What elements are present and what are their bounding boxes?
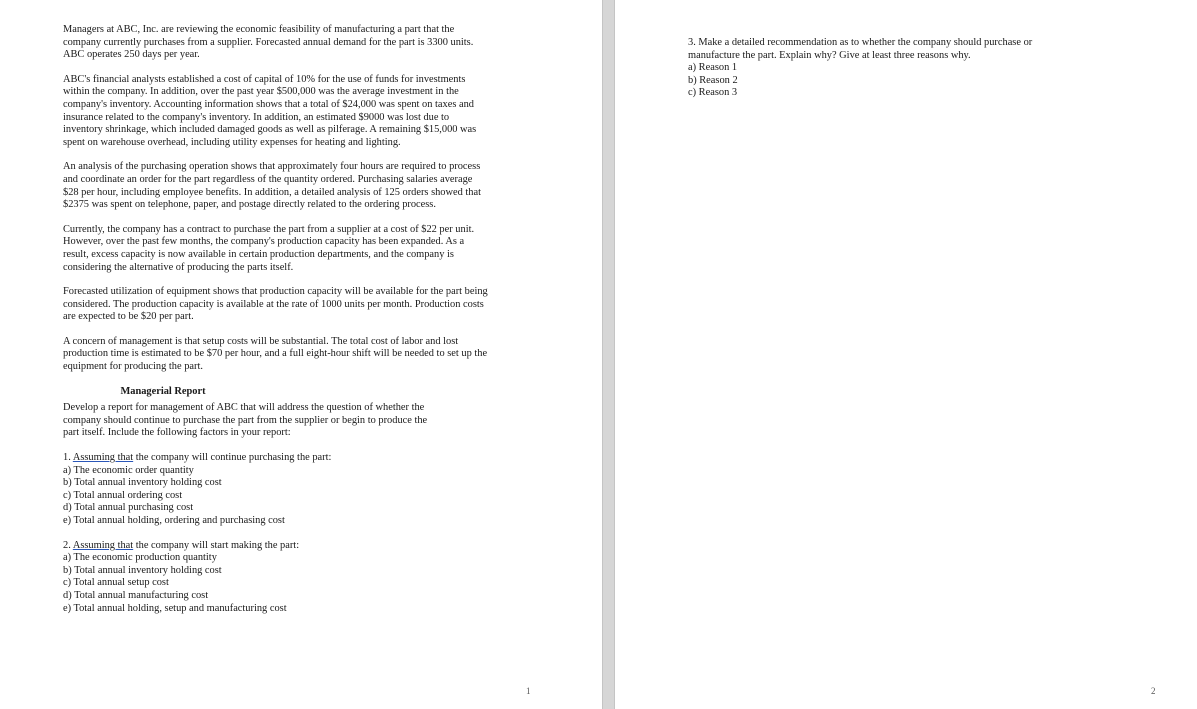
question-1 [63, 452, 488, 528]
document-page-2 [615, 0, 1197, 709]
list-item: a) The economic order quantity [63, 464, 194, 476]
question-1-title [63, 452, 488, 465]
question-2-rest: the company will start making the part: [133, 539, 300, 551]
purchasing-operation-paragraph: An analysis of the purchasing operation shows that approximately four hours are required to process and coordinate an order for the part regardless of the quantity ordered. Purchasing salaries average $28 per hour, including employee benefits. In addition, a detailed analysis of 125 orders showed that $2375 was spent on telephone, paper, and postage directly related to the ordering process. [63, 161, 481, 211]
page-number: 2 [1151, 686, 1156, 696]
report-instructions-paragraph: Develop a report for management of ABC that will address the question of whether the company should continue to purchase the part from the supplier or begin to produce the part itself. Include the following factors in your report: [63, 402, 428, 439]
question-3-list [688, 62, 1068, 100]
list-item: e) Total annual holding, ordering and purchasing cost [63, 515, 285, 526]
question-2-title [63, 540, 488, 553]
page-1-body [63, 24, 488, 627]
question-1-list [63, 465, 488, 528]
question-2 [63, 540, 488, 616]
question-1-number: 1. [63, 452, 73, 464]
intro-paragraph: Managers at ABC, Inc. are reviewing the economic feasibility of manufacturing a part that the company currently purchases from a supplier. Forecasted annual demand for the part is 3300 units. ABC operates 250 days per year. [63, 24, 474, 61]
list-item: b) Total annual inventory holding cost [63, 477, 222, 489]
page-gutter [602, 0, 615, 709]
list-item: b) Total annual inventory holding cost [63, 564, 222, 576]
list-item: c) Total annual setup cost [63, 577, 169, 589]
question-2-list [63, 552, 488, 615]
question-1-rest: the company will continue purchasing the part: [133, 452, 332, 464]
list-item: d) Total annual purchasing cost [63, 502, 194, 514]
list-item: c) Total annual ordering cost [63, 489, 183, 501]
managerial-report-heading: Managerial Report [120, 385, 206, 397]
list-item: b) Reason 2 [688, 74, 738, 86]
list-item: d) Total annual manufacturing cost [63, 589, 209, 601]
question-3: 3. Make a detailed recommendation as to whether the company should purchase or manufacture the part. Explain why? Give at least three reasons why. [688, 37, 1033, 61]
setup-cost-paragraph: A concern of management is that setup costs will be substantial. The total cost of labor and lost production time is estimated to be $70 per hour, and a full eight-hour shift will be needed to set up the equipment for producing the part. [63, 335, 488, 373]
list-item: e) Total annual holding, setup and manufacturing cost [63, 602, 287, 614]
question-1-underlined-text: Assuming that [72, 452, 134, 464]
production-capacity-paragraph: Forecasted utilization of equipment shows that production capacity will be available for the part being considered. The production capacity is available at the rate of 1000 units per month. Production costs are expected to be $20 per part. [63, 286, 488, 323]
question-2-number: 2. [63, 539, 73, 551]
supplier-contract-paragraph: Currently, the company has a contract to purchase the part from a supplier at a cost of $22 per unit. However, over the past few months, the company's production capacity has been expanded. As a result, excess capacity is now available in certain production departments, and the company is considering the alternative of producing the parts itself. [63, 223, 475, 273]
cost-of-capital-paragraph: ABC's financial analysts established a cost of capital of 10% for the use of funds for investments within the company. In addition, over the past year $500,000 was the average investment in the company's inventory. Accounting information shows that a total of $24,000 was spent on taxes and insurance related to the company's inventory. In addition, an estimated $9000 was lost due to inventory shrinkage, which included damaged goods as well as pilferage. A remaining $15,000 was spent on warehouse overhead, including utility expenses for heating and lighting. [63, 73, 477, 148]
page-2-body [688, 37, 1068, 112]
question-2-underlined-text: Assuming that [72, 539, 134, 551]
list-item: c) Reason 3 [688, 87, 738, 99]
list-item: a) Reason 1 [688, 62, 738, 74]
page-number: 1 [526, 686, 531, 696]
list-item: a) The economic production quantity [63, 552, 217, 564]
